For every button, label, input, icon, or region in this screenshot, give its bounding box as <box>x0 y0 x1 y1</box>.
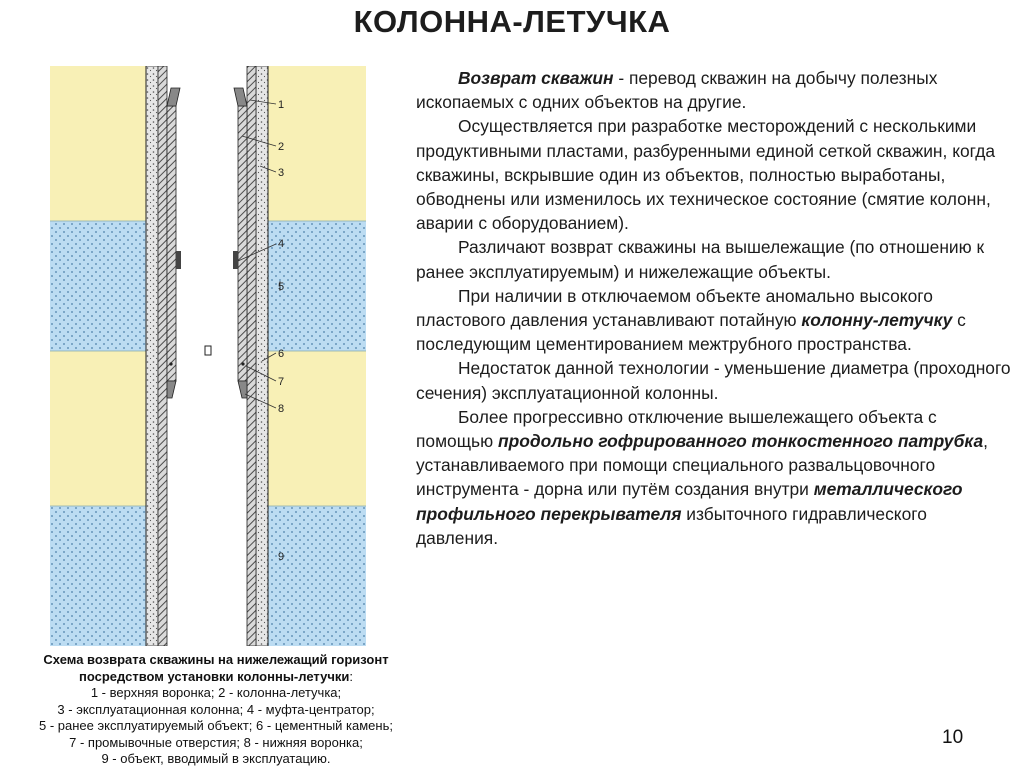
diagram-label-5: 5 <box>278 281 285 293</box>
well-diagram <box>50 66 366 646</box>
production-casing-left <box>158 66 167 646</box>
paragraph-text: При наличии в отключаемом объекте аномально высокого пластового давления устанавливают потайную <box>416 285 933 331</box>
diagram-label-7: 7 <box>278 376 285 388</box>
diagram-label-4: 4 <box>278 238 285 250</box>
cement-stone-left <box>146 66 158 646</box>
well-schematic <box>50 66 366 646</box>
caption-legend-line: 5 - ранее эксплуатируемый объект; 6 - цементный камень; <box>39 718 393 733</box>
paragraph <box>416 235 1012 283</box>
borehole <box>146 66 268 646</box>
liner-right <box>238 106 247 381</box>
paragraph <box>416 66 1012 114</box>
term-highlight: колонну-летучку <box>801 310 953 331</box>
caption-legend-line: 9 - объект, вводимый в эксплуатацию. <box>101 751 331 766</box>
caption-legend-line: 1 - верхняя воронка; 2 - колонна-летучка; <box>90 685 342 700</box>
paragraph <box>416 405 1012 550</box>
paragraph-text: с последующим цементированием межтрубного пространства. <box>416 310 966 355</box>
caption-title-line-2: посредством установки колонны-летучки <box>79 668 350 684</box>
slide-title: КОЛОННА-ЛЕТУЧКА <box>353 4 671 39</box>
paragraph-text: , устанавливаемого при помощи специального развальцовочного инструмента - дорна или путём создания внутри <box>416 431 988 500</box>
term-highlight: металлического профильного перекрывателя <box>416 479 963 524</box>
paragraph-text: Недостаток данной технологии - уменьшение диаметра (проходного сечения) эксплуатационной колонны. <box>416 358 1011 403</box>
liner-left <box>167 106 176 381</box>
paragraph <box>416 356 1012 404</box>
diagram-label-9: 9 <box>278 551 285 563</box>
diagram-label-8: 8 <box>278 403 285 415</box>
flushing-hole <box>205 346 211 355</box>
term-highlight: Возврат скважин <box>458 68 614 88</box>
term-highlight: продольно гофрированного тонкостенного патрубка <box>497 431 984 452</box>
diagram-label-2: 2 <box>278 141 285 153</box>
cement-stone-right <box>256 66 268 646</box>
diagram-label-3: 3 <box>278 167 285 179</box>
centralizer-left <box>176 251 181 269</box>
diagram-label-1: 1 <box>278 99 285 111</box>
diagram-label-6: 6 <box>278 348 285 360</box>
paragraph <box>416 114 1012 235</box>
caption-legend-line: 7 - промывочные отверстия; 8 - нижняя воронка; <box>69 734 363 750</box>
paragraph-text: Осуществляется при разработке месторождений с несколькими продуктивными пластами, разбуренными единой сеткой скважин, когда скважины, вскрывшие один из объектов, полностью выработаны, обводнены или изменилось их техническое состояние (смятие колонн, аварии с оборудованием). <box>416 116 996 234</box>
paragraph-text: Различают возврат скважины на вышележащие (по отношению к ранее эксплуатируемым) и нижележащие объекты. <box>416 237 985 282</box>
caption-title-line-1: Схема возврата скважины на нижележащий горизонт <box>43 652 389 667</box>
caption-title-line-2-wrap <box>0 669 432 686</box>
production-casing-right <box>247 66 256 646</box>
diagram-caption <box>0 652 432 768</box>
centralizer-right <box>233 251 238 269</box>
paragraph-text: - перевод скважин на добычу полезных ископаемых с одних объектов на другие. <box>416 68 938 113</box>
caption-colon: : <box>349 668 353 684</box>
body-text <box>416 66 1012 550</box>
paragraph <box>416 284 1012 357</box>
paragraph-text: избыточного гидравлического давления. <box>416 503 927 548</box>
caption-legend-line: 3 - эксплуатационная колонна; 4 - муфта-центратор; <box>57 701 375 717</box>
paragraph-text: Более прогрессивно отключение вышележащего объекта с помощью <box>416 406 937 452</box>
page-number: 10 <box>942 727 964 748</box>
